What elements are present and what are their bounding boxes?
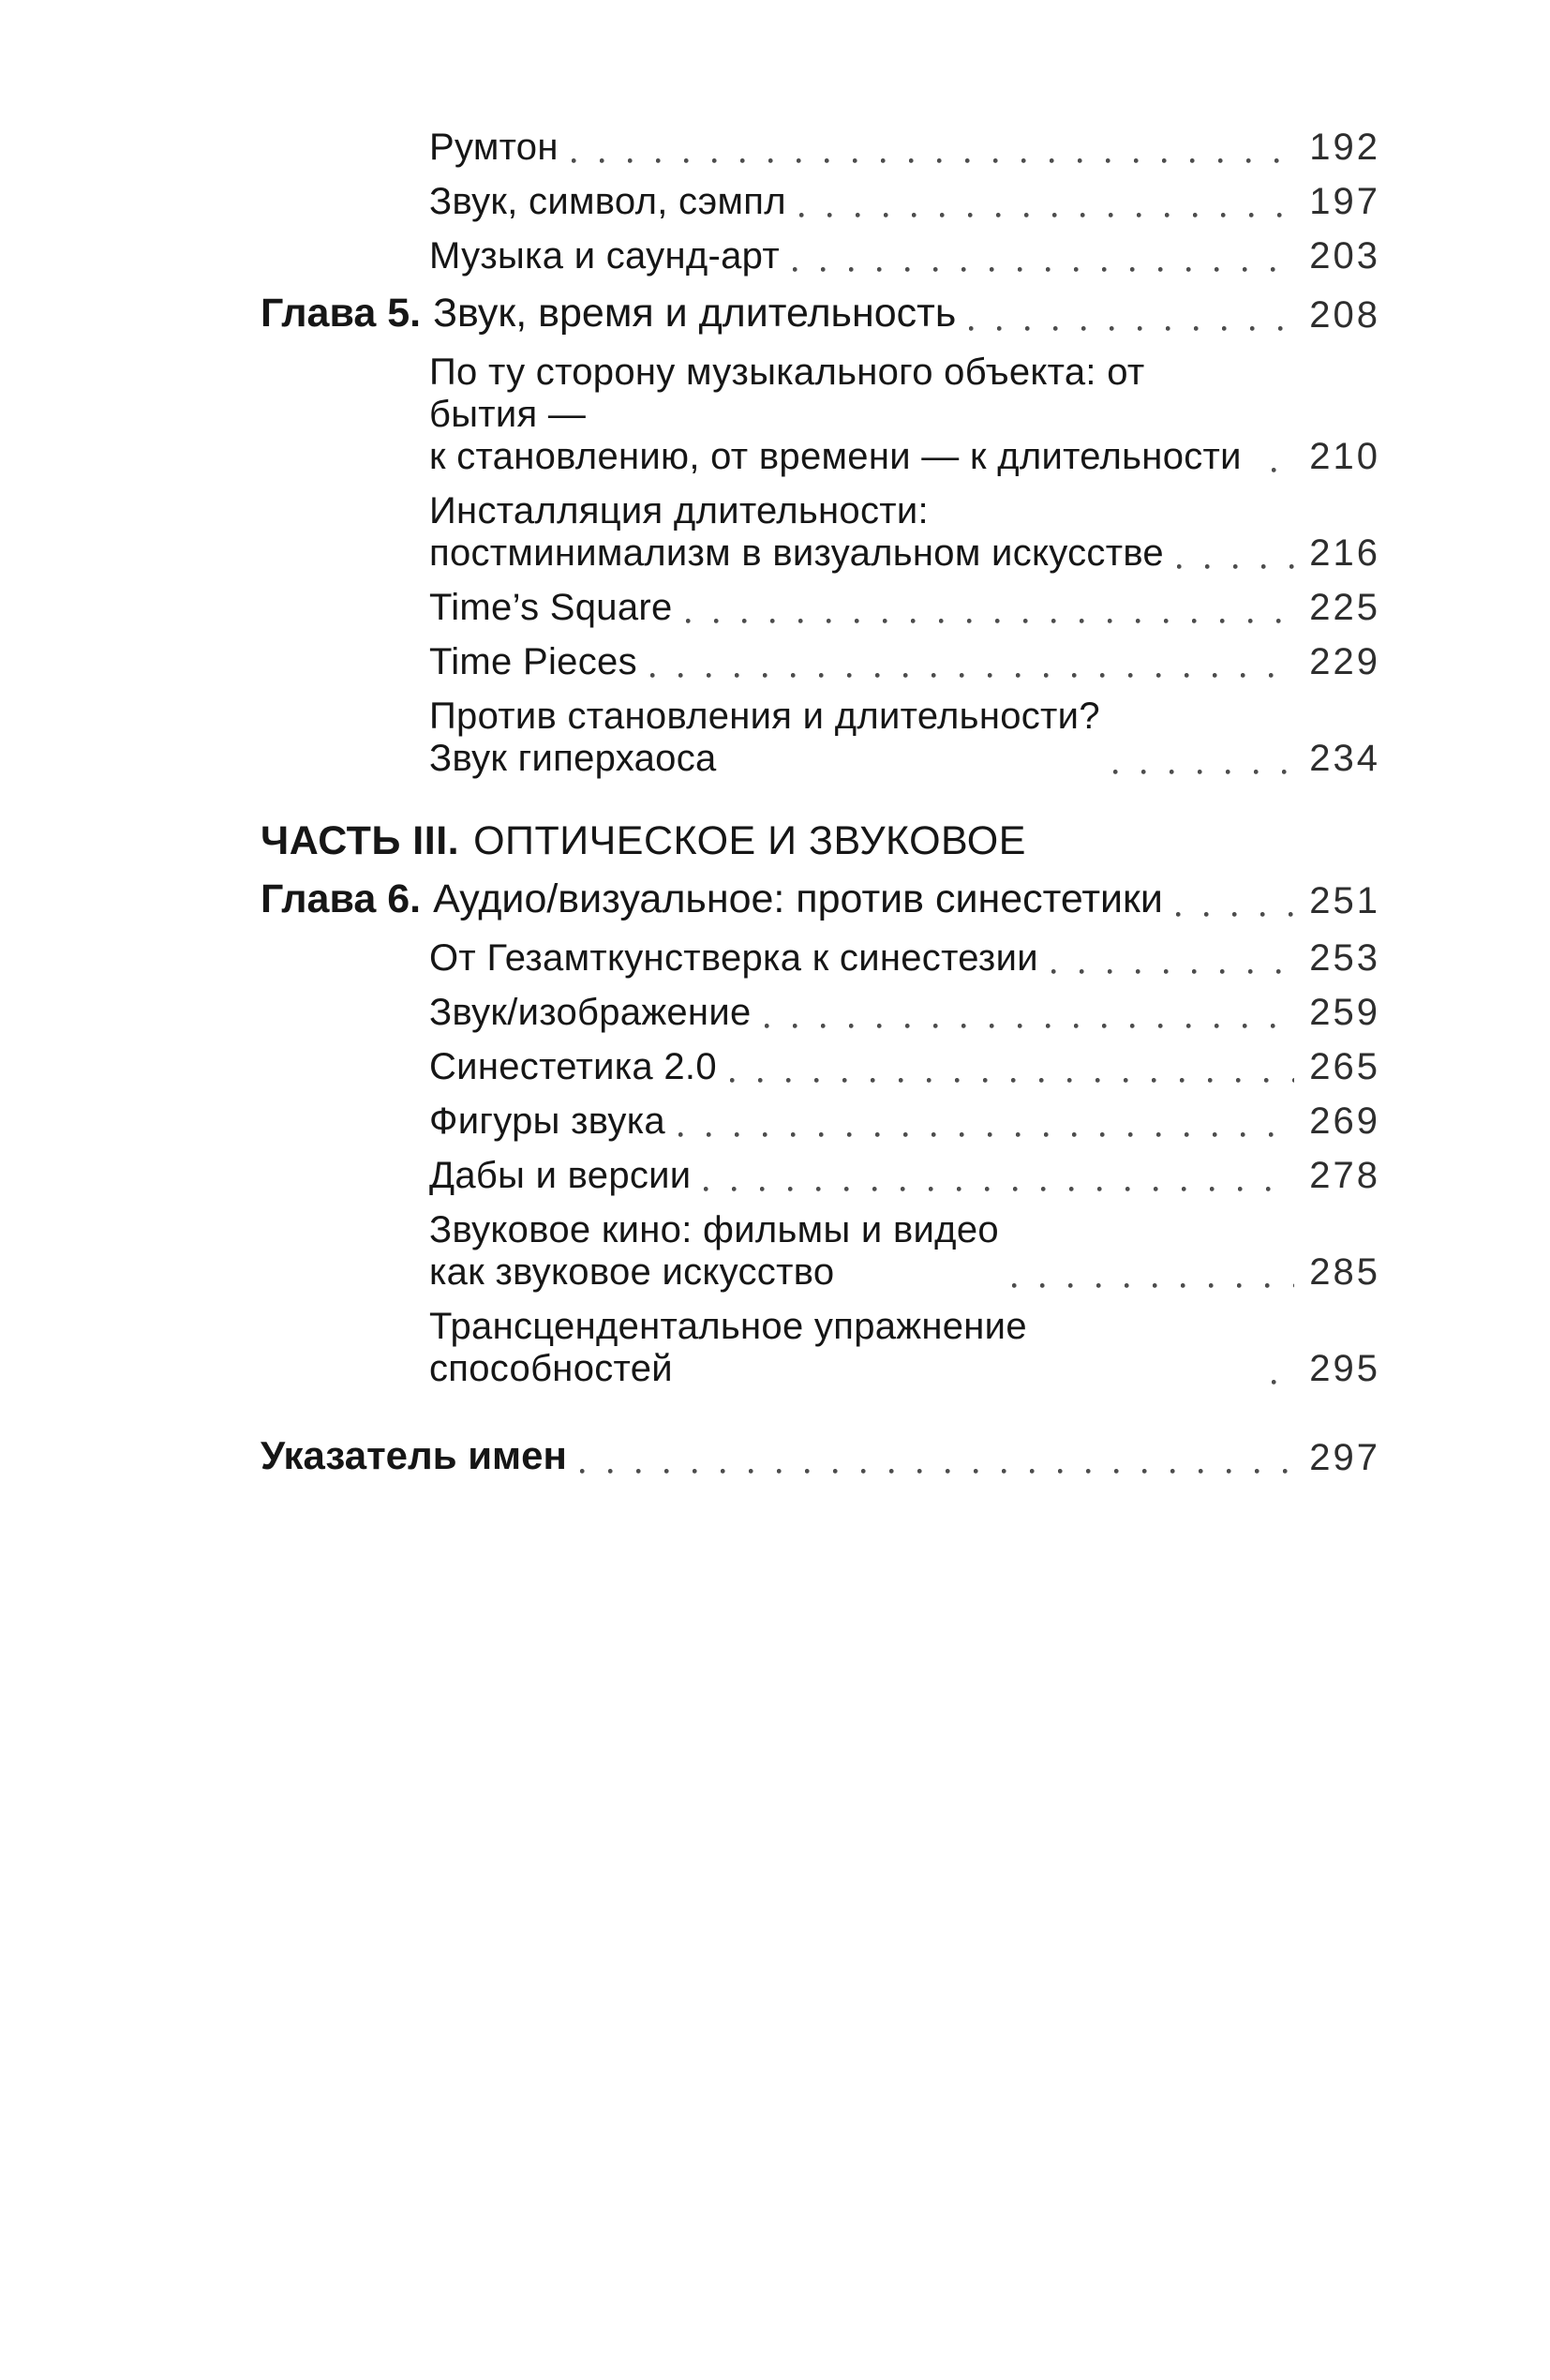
entry-line: как звуковое искусство xyxy=(429,1251,835,1293)
dot-leader xyxy=(1012,1281,1294,1288)
toc-index-row xyxy=(261,1432,1378,1479)
entry-line: По ту сторону музыкального объекта: от бытия — xyxy=(429,352,1145,435)
page-number: 265 xyxy=(1309,1046,1380,1087)
toc-chapter-row xyxy=(261,876,1378,922)
dot-leader xyxy=(1113,768,1294,774)
page-number: 253 xyxy=(1309,937,1380,979)
chapter-title: Звук, время и длительность xyxy=(433,291,957,336)
page-number: 216 xyxy=(1309,532,1380,574)
page-number: 229 xyxy=(1309,641,1380,682)
toc-part-row xyxy=(261,817,1378,864)
page-number: 234 xyxy=(1309,738,1380,779)
toc-entry-row xyxy=(429,235,1378,277)
dot-leader xyxy=(580,1467,1294,1474)
toc-entry-row xyxy=(429,1306,1378,1390)
toc-entry-title xyxy=(429,1155,691,1197)
toc-entry-title xyxy=(429,1100,665,1143)
entry-line: Фигуры звука xyxy=(429,1100,665,1142)
toc-entry-row xyxy=(429,696,1378,780)
dot-leader xyxy=(1177,562,1294,569)
toc-entry-row xyxy=(429,181,1378,223)
toc-entry-title xyxy=(429,937,1038,980)
page-number: 197 xyxy=(1309,181,1380,222)
toc-entry-row xyxy=(429,1046,1378,1088)
toc-entry-row xyxy=(429,587,1378,629)
entry-line: к становлению, от времени — к длительности xyxy=(429,436,1242,477)
table-of-contents xyxy=(261,127,1378,1479)
entry-line: Time Pieces xyxy=(429,641,637,682)
toc-entry-row xyxy=(429,641,1378,683)
toc-entry-row xyxy=(429,992,1378,1034)
toc-entry-title xyxy=(429,587,673,629)
toc-entry-title xyxy=(429,352,1259,478)
entry-line: Трансцендентальное упражнение способностей xyxy=(429,1306,1027,1389)
page-number: 259 xyxy=(1309,992,1380,1033)
toc-entry-title xyxy=(429,490,1164,575)
toc-entry-row xyxy=(429,1209,1378,1294)
entry-line: Против становления и длительности? xyxy=(429,696,1100,737)
page-number: 278 xyxy=(1309,1155,1380,1196)
toc-entry-title xyxy=(429,181,786,223)
dot-leader xyxy=(799,211,1294,217)
dot-leader xyxy=(765,1022,1295,1028)
chapter-label: Глава 5. xyxy=(261,291,422,336)
dot-leader xyxy=(1272,1378,1294,1385)
toc-entry-row xyxy=(429,490,1378,575)
toc-chapter-row xyxy=(261,290,1378,337)
chapter-title: Аудио/визуальное: против синестетики xyxy=(433,876,1163,921)
toc-entry-row xyxy=(429,1155,1378,1197)
toc-entry-row xyxy=(429,127,1378,169)
entry-line: постминимализм в визуальном искусстве xyxy=(429,532,1164,574)
index-label: Указатель имен xyxy=(261,1433,567,1477)
part-label: ЧАСТЬ III. xyxy=(261,818,460,863)
dot-leader xyxy=(704,1185,1294,1191)
dot-leader xyxy=(650,671,1294,678)
entry-line: Звук гиперхаоса xyxy=(429,738,717,779)
dot-leader xyxy=(1272,466,1294,472)
part-title: ОПТИЧЕСКОЕ И ЗВУКОВОЕ xyxy=(473,818,1026,863)
toc-entry-title xyxy=(429,992,752,1034)
entry-line: Звук/изображение xyxy=(429,992,752,1033)
toc-entry-title xyxy=(429,1306,1259,1390)
dot-leader xyxy=(730,1076,1294,1083)
entry-line: Синестетика 2.0 xyxy=(429,1046,717,1087)
chapter-label: Глава 6. xyxy=(261,876,422,921)
page-number: 203 xyxy=(1309,235,1380,277)
toc-entry-title xyxy=(429,1209,999,1294)
toc-entry-title xyxy=(429,1046,717,1088)
dot-leader xyxy=(1176,910,1294,917)
page-number: 192 xyxy=(1309,127,1380,168)
toc-entry-title xyxy=(429,696,1100,780)
entry-line: Звуковое кино: фильмы и видео xyxy=(429,1209,999,1250)
dot-leader xyxy=(572,157,1295,163)
page-number: 251 xyxy=(1309,880,1380,921)
entry-line: Музыка и саунд-арт xyxy=(429,235,780,277)
page-number: 297 xyxy=(1309,1437,1380,1478)
dot-leader xyxy=(1051,967,1294,974)
toc-entry-title xyxy=(429,235,780,277)
page-number: 295 xyxy=(1309,1348,1380,1389)
entry-line: Time’s Square xyxy=(429,587,673,628)
entry-line: От Гезамткунстверка к синестезии xyxy=(429,937,1038,979)
entry-line: Звук, символ, сэмпл xyxy=(429,181,786,222)
dot-leader xyxy=(969,324,1294,331)
toc-entry-row xyxy=(429,352,1378,478)
toc-entry-row xyxy=(429,1100,1378,1143)
toc-entry-title xyxy=(429,641,637,683)
page-number: 225 xyxy=(1309,587,1380,628)
entry-line: Дабы и версии xyxy=(429,1155,692,1196)
entry-line: Инсталляция длительности: xyxy=(429,490,929,531)
dot-leader xyxy=(678,1130,1294,1137)
page-number: 208 xyxy=(1309,294,1380,336)
page-number: 269 xyxy=(1309,1100,1380,1142)
page-number: 210 xyxy=(1309,436,1380,477)
dot-leader xyxy=(686,617,1295,623)
dot-leader xyxy=(793,265,1294,272)
toc-entry-title xyxy=(429,127,559,169)
entry-line: Румтон xyxy=(429,127,559,168)
toc-entry-row xyxy=(429,937,1378,980)
page-number: 285 xyxy=(1309,1251,1380,1293)
